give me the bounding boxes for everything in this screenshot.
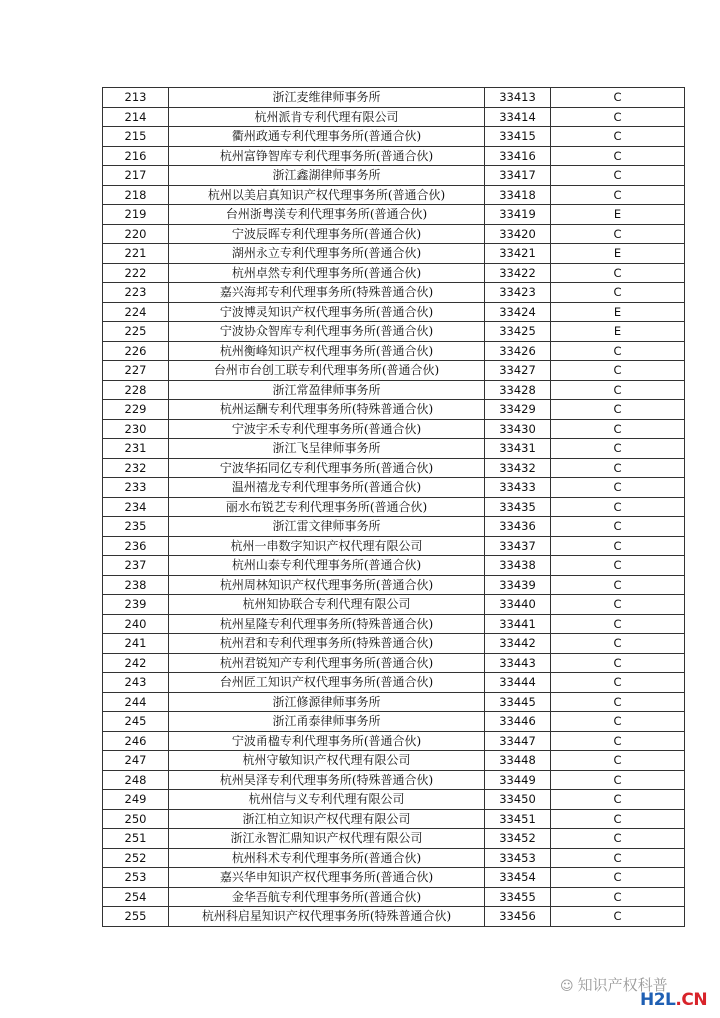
agency-name-cell: 宁波协众智库专利代理事务所(普通合伙)	[169, 322, 485, 342]
row-number-cell: 228	[103, 380, 169, 400]
wechat-icon: ☺	[560, 979, 574, 994]
grade-cell: C	[551, 419, 685, 439]
row-number-cell: 223	[103, 283, 169, 303]
grade-cell: C	[551, 595, 685, 615]
site-logo	[640, 990, 707, 1010]
agency-name-cell: 温州禧龙专利代理事务所(普通合伙)	[169, 478, 485, 498]
table-row	[103, 283, 685, 303]
agency-name-cell: 浙江甬泰律师事务所	[169, 712, 485, 732]
agency-code-cell: 33442	[485, 634, 551, 654]
table-row	[103, 205, 685, 225]
agency-name-cell: 杭州科启星知识产权代理事务所(特殊普通合伙)	[169, 907, 485, 927]
agency-code-cell: 33416	[485, 146, 551, 166]
row-number-cell: 244	[103, 692, 169, 712]
agency-code-cell: 33447	[485, 731, 551, 751]
row-number-cell: 217	[103, 166, 169, 186]
table-row	[103, 361, 685, 381]
table-row	[103, 517, 685, 537]
table-row	[103, 380, 685, 400]
agency-name-cell: 浙江鑫湖律师事务所	[169, 166, 485, 186]
grade-cell: C	[551, 478, 685, 498]
row-number-cell: 233	[103, 478, 169, 498]
agency-code-cell: 33454	[485, 868, 551, 888]
agency-name-cell: 嘉兴华申知识产权代理事务所(普通合伙)	[169, 868, 485, 888]
row-number-cell: 250	[103, 809, 169, 829]
row-number-cell: 234	[103, 497, 169, 517]
agency-code-cell: 33438	[485, 556, 551, 576]
agency-code-cell: 33456	[485, 907, 551, 927]
agency-name-cell: 杭州周林知识产权代理事务所(普通合伙)	[169, 575, 485, 595]
agency-code-cell: 33452	[485, 829, 551, 849]
agency-name-cell: 金华吾航专利代理事务所(普通合伙)	[169, 887, 485, 907]
agency-code-cell: 33423	[485, 283, 551, 303]
table-row	[103, 166, 685, 186]
table-row	[103, 809, 685, 829]
grade-cell: C	[551, 887, 685, 907]
agency-code-cell: 33431	[485, 439, 551, 459]
table-row	[103, 848, 685, 868]
table-row	[103, 400, 685, 420]
table-row	[103, 302, 685, 322]
agency-name-cell: 浙江麦维律师事务所	[169, 88, 485, 108]
row-number-cell: 246	[103, 731, 169, 751]
table-row	[103, 127, 685, 147]
agency-name-cell: 杭州科术专利代理事务所(普通合伙)	[169, 848, 485, 868]
agency-name-cell: 宁波辰晖专利代理事务所(普通合伙)	[169, 224, 485, 244]
grade-cell: C	[551, 107, 685, 127]
table-row	[103, 244, 685, 264]
agency-code-cell: 33427	[485, 361, 551, 381]
grade-cell: C	[551, 751, 685, 771]
agency-code-cell: 33450	[485, 790, 551, 810]
agency-code-cell: 33421	[485, 244, 551, 264]
grade-cell: E	[551, 322, 685, 342]
row-number-cell: 213	[103, 88, 169, 108]
agency-name-cell: 宁波博灵知识产权代理事务所(普通合伙)	[169, 302, 485, 322]
agency-name-cell: 浙江修源律师事务所	[169, 692, 485, 712]
table-row	[103, 575, 685, 595]
agency-name-cell: 杭州衡峰知识产权代理事务所(普通合伙)	[169, 341, 485, 361]
agency-name-cell: 杭州守敏知识产权代理有限公司	[169, 751, 485, 771]
agency-code-cell: 33417	[485, 166, 551, 186]
agency-name-cell: 宁波宇禾专利代理事务所(普通合伙)	[169, 419, 485, 439]
grade-cell: C	[551, 517, 685, 537]
table-row	[103, 419, 685, 439]
agency-code-cell: 33425	[485, 322, 551, 342]
grade-cell: C	[551, 868, 685, 888]
grade-cell: C	[551, 770, 685, 790]
agency-name-cell: 宁波甬楹专利代理事务所(普通合伙)	[169, 731, 485, 751]
grade-cell: C	[551, 673, 685, 693]
grade-cell: C	[551, 497, 685, 517]
table-row	[103, 751, 685, 771]
agency-code-cell: 33426	[485, 341, 551, 361]
agency-name-cell: 杭州派肯专利代理有限公司	[169, 107, 485, 127]
agency-name-cell: 杭州山泰专利代理事务所(普通合伙)	[169, 556, 485, 576]
table-row	[103, 556, 685, 576]
agency-name-cell: 衢州政通专利代理事务所(普通合伙)	[169, 127, 485, 147]
row-number-cell: 249	[103, 790, 169, 810]
agency-name-cell: 杭州星隆专利代理事务所(特殊普通合伙)	[169, 614, 485, 634]
row-number-cell: 251	[103, 829, 169, 849]
agency-code-cell: 33443	[485, 653, 551, 673]
grade-cell: C	[551, 400, 685, 420]
table-row	[103, 712, 685, 732]
row-number-cell: 215	[103, 127, 169, 147]
agency-code-cell: 33444	[485, 673, 551, 693]
agency-code-cell: 33446	[485, 712, 551, 732]
agency-code-cell: 33432	[485, 458, 551, 478]
row-number-cell: 255	[103, 907, 169, 927]
table-row	[103, 790, 685, 810]
grade-cell: C	[551, 731, 685, 751]
grade-cell: E	[551, 244, 685, 264]
logo-suffix: .CN	[675, 990, 708, 1010]
agency-code-cell: 33433	[485, 478, 551, 498]
grade-cell: E	[551, 302, 685, 322]
agency-code-cell: 33453	[485, 848, 551, 868]
agency-code-cell: 33437	[485, 536, 551, 556]
agency-code-cell: 33441	[485, 614, 551, 634]
row-number-cell: 235	[103, 517, 169, 537]
table-row	[103, 536, 685, 556]
row-number-cell: 253	[103, 868, 169, 888]
row-number-cell: 236	[103, 536, 169, 556]
agency-name-cell: 宁波华拓同亿专利代理事务所(普通合伙)	[169, 458, 485, 478]
agency-code-cell: 33414	[485, 107, 551, 127]
row-number-cell: 237	[103, 556, 169, 576]
row-number-cell: 245	[103, 712, 169, 732]
agency-name-cell: 杭州知协联合专利代理有限公司	[169, 595, 485, 615]
table-row	[103, 439, 685, 459]
agency-name-cell: 湖州永立专利代理事务所(普通合伙)	[169, 244, 485, 264]
row-number-cell: 225	[103, 322, 169, 342]
agency-name-cell: 台州浙粤渼专利代理事务所(普通合伙)	[169, 205, 485, 225]
table-row	[103, 731, 685, 751]
grade-cell: C	[551, 283, 685, 303]
grade-cell: C	[551, 146, 685, 166]
table-body	[103, 88, 685, 927]
table-row	[103, 341, 685, 361]
row-number-cell: 224	[103, 302, 169, 322]
agency-name-cell: 丽水布锐艺专利代理事务所(普通合伙)	[169, 497, 485, 517]
agency-code-cell: 33419	[485, 205, 551, 225]
row-number-cell: 247	[103, 751, 169, 771]
table-row	[103, 458, 685, 478]
grade-cell: C	[551, 361, 685, 381]
grade-cell: C	[551, 224, 685, 244]
row-number-cell: 220	[103, 224, 169, 244]
grade-cell: C	[551, 848, 685, 868]
row-number-cell: 214	[103, 107, 169, 127]
agency-code-cell: 33451	[485, 809, 551, 829]
table-row	[103, 770, 685, 790]
table-row	[103, 634, 685, 654]
table-row	[103, 887, 685, 907]
row-number-cell: 216	[103, 146, 169, 166]
table-row	[103, 146, 685, 166]
row-number-cell: 252	[103, 848, 169, 868]
row-number-cell: 226	[103, 341, 169, 361]
row-number-cell: 221	[103, 244, 169, 264]
row-number-cell: 241	[103, 634, 169, 654]
agency-name-cell: 浙江雷文律师事务所	[169, 517, 485, 537]
table-row	[103, 868, 685, 888]
agency-name-cell: 杭州以美启真知识产权代理事务所(普通合伙)	[169, 185, 485, 205]
grade-cell: C	[551, 634, 685, 654]
watermark-text: 知识产权科普	[577, 976, 668, 994]
grade-cell: C	[551, 439, 685, 459]
grade-cell: C	[551, 380, 685, 400]
agency-code-cell: 33424	[485, 302, 551, 322]
agency-name-cell: 嘉兴海邦专利代理事务所(特殊普通合伙)	[169, 283, 485, 303]
table-row	[103, 185, 685, 205]
agency-code-cell: 33436	[485, 517, 551, 537]
table-row	[103, 673, 685, 693]
grade-cell: C	[551, 907, 685, 927]
grade-cell: C	[551, 575, 685, 595]
table-row	[103, 322, 685, 342]
grade-cell: C	[551, 536, 685, 556]
agency-name-cell: 杭州富铮智库专利代理事务所(普通合伙)	[169, 146, 485, 166]
agency-name-cell: 杭州君和专利代理事务所(特殊普通合伙)	[169, 634, 485, 654]
agency-name-cell: 浙江飞呈律师事务所	[169, 439, 485, 459]
agency-name-cell: 浙江柏立知识产权代理有限公司	[169, 809, 485, 829]
row-number-cell: 240	[103, 614, 169, 634]
row-number-cell: 231	[103, 439, 169, 459]
row-number-cell: 219	[103, 205, 169, 225]
row-number-cell: 254	[103, 887, 169, 907]
agency-code-cell: 33448	[485, 751, 551, 771]
agency-name-cell: 杭州一串数字知识产权代理有限公司	[169, 536, 485, 556]
table-row	[103, 653, 685, 673]
table-row	[103, 88, 685, 108]
grade-cell: C	[551, 88, 685, 108]
agency-code-cell: 33428	[485, 380, 551, 400]
agency-name-cell: 浙江常盈律师事务所	[169, 380, 485, 400]
agency-code-cell: 33439	[485, 575, 551, 595]
agency-name-cell: 杭州运酬专利代理事务所(特殊普通合伙)	[169, 400, 485, 420]
grade-cell: C	[551, 341, 685, 361]
grade-cell: C	[551, 712, 685, 732]
table-row	[103, 478, 685, 498]
agency-code-cell: 33418	[485, 185, 551, 205]
agency-code-cell: 33440	[485, 595, 551, 615]
grade-cell: C	[551, 614, 685, 634]
agency-name-cell: 杭州卓然专利代理事务所(普通合伙)	[169, 263, 485, 283]
table-row	[103, 595, 685, 615]
agency-code-cell: 33430	[485, 419, 551, 439]
grade-cell: C	[551, 556, 685, 576]
row-number-cell: 232	[103, 458, 169, 478]
row-number-cell: 222	[103, 263, 169, 283]
agency-name-cell: 台州市台创工联专利代理事务所(普通合伙)	[169, 361, 485, 381]
row-number-cell: 227	[103, 361, 169, 381]
agency-code-cell: 33420	[485, 224, 551, 244]
agency-code-cell: 33415	[485, 127, 551, 147]
logo-main: H2L	[640, 990, 676, 1010]
table-row	[103, 907, 685, 927]
grade-cell: C	[551, 692, 685, 712]
agency-name-cell: 台州匠工知识产权代理事务所(普通合伙)	[169, 673, 485, 693]
agency-code-cell: 33413	[485, 88, 551, 108]
grade-cell: C	[551, 185, 685, 205]
agency-name-cell: 杭州君锐知产专利代理事务所(普通合伙)	[169, 653, 485, 673]
row-number-cell: 230	[103, 419, 169, 439]
row-number-cell: 218	[103, 185, 169, 205]
agency-name-cell: 杭州昊泽专利代理事务所(特殊普通合伙)	[169, 770, 485, 790]
grade-cell: C	[551, 790, 685, 810]
table-row	[103, 614, 685, 634]
grade-cell: C	[551, 127, 685, 147]
row-number-cell: 248	[103, 770, 169, 790]
grade-cell: C	[551, 809, 685, 829]
row-number-cell: 239	[103, 595, 169, 615]
grade-cell: C	[551, 166, 685, 186]
table-row	[103, 829, 685, 849]
grade-cell: C	[551, 263, 685, 283]
agency-code-cell: 33429	[485, 400, 551, 420]
agency-code-cell: 33455	[485, 887, 551, 907]
agency-table	[102, 87, 685, 927]
row-number-cell: 229	[103, 400, 169, 420]
agency-name-cell: 浙江永智汇鼎知识产权代理有限公司	[169, 829, 485, 849]
grade-cell: E	[551, 205, 685, 225]
table-row	[103, 263, 685, 283]
row-number-cell: 242	[103, 653, 169, 673]
agency-code-cell: 33422	[485, 263, 551, 283]
table-row	[103, 224, 685, 244]
table-row	[103, 497, 685, 517]
agency-name-cell: 杭州信与义专利代理有限公司	[169, 790, 485, 810]
agency-code-cell: 33435	[485, 497, 551, 517]
row-number-cell: 243	[103, 673, 169, 693]
agency-code-cell: 33445	[485, 692, 551, 712]
agency-code-cell: 33449	[485, 770, 551, 790]
table-row	[103, 107, 685, 127]
row-number-cell: 238	[103, 575, 169, 595]
grade-cell: C	[551, 653, 685, 673]
grade-cell: C	[551, 829, 685, 849]
grade-cell: C	[551, 458, 685, 478]
table-row	[103, 692, 685, 712]
